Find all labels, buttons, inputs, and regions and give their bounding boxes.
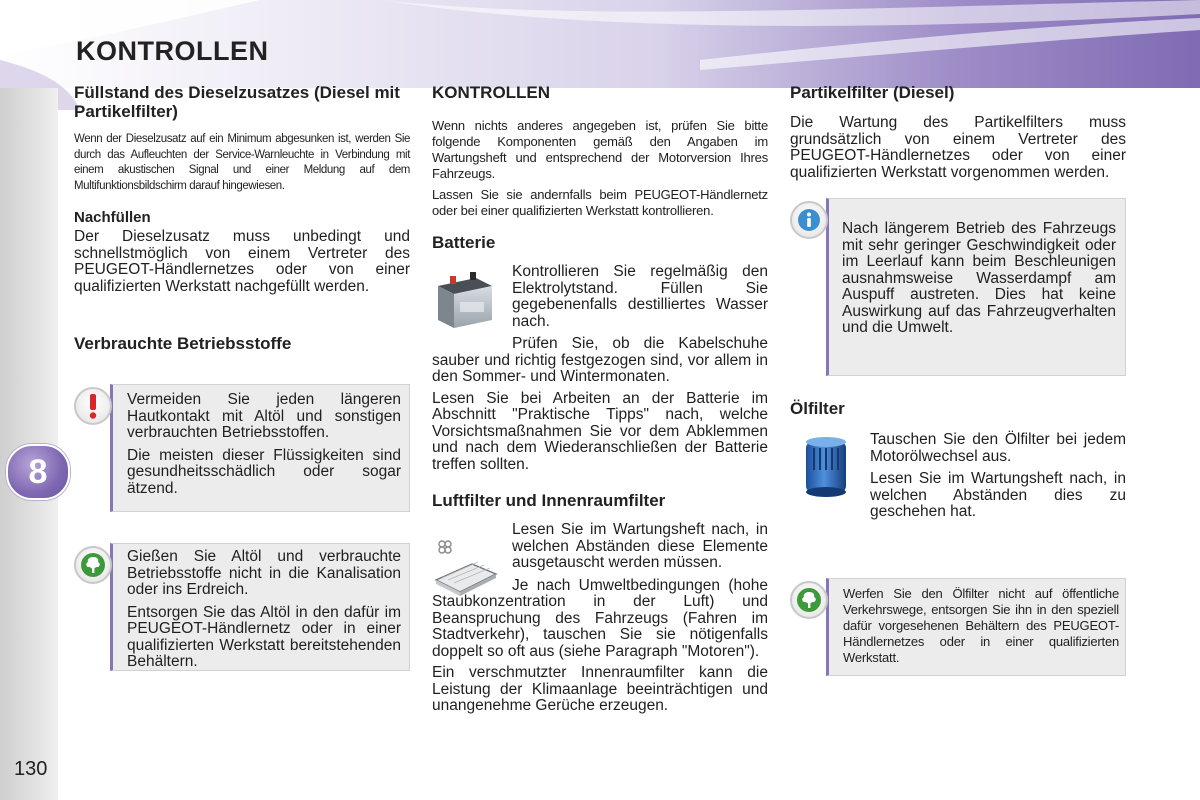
checks-heading: KONTROLLEN (432, 83, 551, 102)
left-column (74, 83, 410, 353)
chapter-tab[interactable]: 8 (6, 444, 70, 500)
oil-filter-heading: Ölfilter (790, 399, 845, 418)
right-column (790, 83, 1126, 181)
warning-box (110, 384, 410, 512)
oil-filter-text-1: Tauschen Sie den Ölfilter bei jedem Motorölwechsel aus. (870, 431, 1126, 465)
info-box (826, 198, 1126, 376)
refill-heading: Nachfüllen (74, 209, 151, 226)
oil-filter-illustration (800, 434, 852, 498)
exclamation-icon (74, 387, 112, 425)
eco-left-text-2: Entsorgen Sie das Altöl in den dafür im PEUGEOT-Händlernetz oder in einer qualifizierten Werkstatt bereitstehenden Behältern. (127, 603, 401, 670)
air-filter-text-1: Lesen Sie im Wartungsheft nach, in welchen Abständen diese Elemente ausgetauscht werden müssen. (512, 521, 768, 571)
info-icon (790, 201, 828, 239)
battery-heading: Batterie (432, 233, 496, 252)
warning-text-2: Die meisten dieser Flüssigkeiten sind gesundheitsschädlich oder sogar ätzend. (127, 446, 401, 497)
air-filter-text-3: Ein verschmutzter Innenraumfilter kann die Leistung der Klimaanlage beeinträchtigen und unangenehme Gerüche erzeugen. (432, 664, 768, 714)
checks-intro-2: Lassen Sie sie andernfalls beim PEUGEOT-Händlernetz oder bei einer qualifizierten Werkstatt kontrollieren. (432, 187, 768, 218)
checks-intro-1: Wenn nichts anderes angegeben ist, prüfen Sie bitte folgende Komponenten gemäß den Angaben im Wartungsheft und entsprechend der Motorversion Ihres Fahrzeugs. (432, 118, 768, 181)
battery-text-3: Lesen Sie bei Arbeiten an der Batterie im Abschnitt "Praktische Tipps" nach, welche Vorsichtsmaßnahmen Sie vor dem Abklemmen und nach dem Wiederanschließen der Batterie treffen sollten. (432, 389, 768, 473)
air-filter-illustration (432, 536, 498, 596)
diesel-additive-heading: Füllstand des Dieselzusatzes (Diesel mit Partikelfilter) (74, 83, 400, 121)
consumables-heading: Verbrauchte Betriebsstoffe (74, 334, 292, 353)
tree-icon (74, 546, 112, 584)
warning-text-1: Vermeiden Sie jeden längeren Hautkontakt mit Altöl und sonstigen verbrauchten Betriebsstoffen. (127, 391, 401, 441)
eco-box-left (110, 543, 410, 671)
page-title: KONTROLLEN (76, 36, 269, 66)
diesel-additive-text: Wenn der Dieselzusatz auf ein Minimum abgesunken ist, werden Sie durch das Aufleuchten der Service-Warnleuchte in Verbindung mit einem akustischen Signal und einer Meldung auf dem Multifunktionsbildschirm darauf hingewiesen. (74, 133, 410, 192)
particle-filter-text: Die Wartung des Partikelfilters muss grundsätzlich von einem Vertreter des PEUGEOT-Händlernetzes oder von einer qualifizierten Werkstatt vorgenommen werden. (790, 114, 1126, 181)
eco-right-text: Werfen Sie den Ölfilter nicht auf öffentliche Verkehrswege, entsorgen Sie ihn in den speziell dafür vorgesehenen Behältern des PEUGEOT-Händlernetzes oder in einer qualifizierten Werkstatt. (843, 586, 1119, 665)
air-filter-heading: Luftfilter und Innenraumfilter (432, 491, 666, 510)
air-filter-text-2: Je nach Umweltbedingungen (hohe Staubkonzentration in der Luft) und Beanspruchung des Fahrzeugs (Fahren im Stadtverkehr), tauschen Sie sie nötigenfalls doppelt so oft aus (siehe Paragraph "Motoren"). (432, 576, 768, 660)
page-number: 130 (14, 758, 48, 780)
middle-column (432, 83, 768, 715)
tree-icon (790, 581, 828, 619)
battery-illustration (432, 264, 496, 334)
battery-text-2: Prüfen Sie, ob die Kabelschuhe sauber und richtig festgezogen sind, vor allem in den Sommer- und Wintermonaten. (432, 335, 768, 385)
oil-filter-text-2: Lesen Sie im Wartungsheft nach, in welchen Abständen dies zu geschehen hat. (870, 470, 1126, 520)
battery-text-1: Kontrollieren Sie regelmäßig den Elektrolytstand. Füllen Sie gegebenenfalls destilliertes Wasser nach. (512, 263, 768, 330)
particle-filter-heading: Partikelfilter (Diesel) (790, 83, 955, 102)
eco-box-right (826, 578, 1126, 676)
refill-text: Der Dieselzusatz muss unbedingt und schnellstmöglich von einem Vertreter des PEUGEOT-Händlernetzes oder von einer qualifizierten Werkstatt nachgefüllt werden. (74, 228, 410, 295)
info-box-text: Nach längerem Betrieb des Fahrzeugs mit sehr geringer Geschwindigkeit oder im Leerlauf kann beim Beschleunigen ausnahmsweise Wasserdampf am Auspuff austreten. Dies hat keine Auswirkung auf das Fahrzeugverhalten und die Umwelt. (842, 220, 1116, 336)
eco-left-text-1: Gießen Sie Altöl und verbrauchte Betriebsstoffe nicht in die Kanalisation oder ins Erdreich. (127, 548, 401, 598)
